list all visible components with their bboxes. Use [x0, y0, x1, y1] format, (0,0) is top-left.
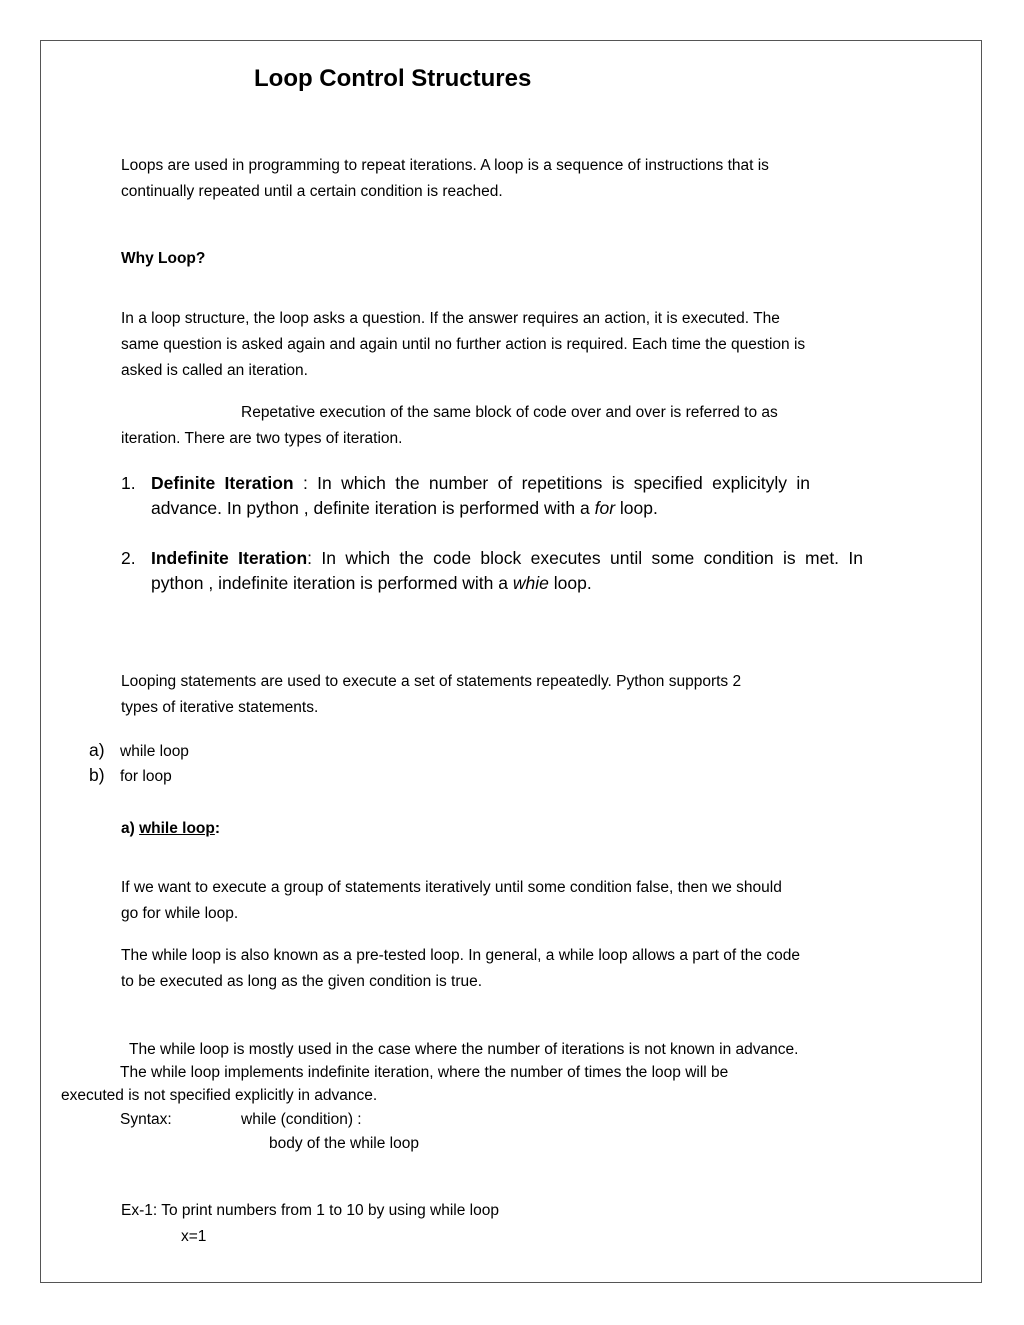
definite-iteration-line-2	[151, 496, 658, 521]
syntax-line-2: body of the while loop	[269, 1135, 419, 1152]
repetition-line-1: Repetative execution of the same block of code over and over is referred to as	[241, 404, 778, 421]
list-marker: a)	[89, 740, 105, 760]
repetition-line-2: iteration. There are two types of iteration.	[121, 430, 403, 447]
example-code-line-1: x=1	[181, 1228, 207, 1245]
while-loop-heading	[121, 816, 220, 842]
why-loop-heading: Why Loop?	[121, 250, 206, 267]
page-title: Loop Control Structures	[254, 65, 532, 92]
indefinite-iteration-term: Indefinite Iteration	[151, 548, 308, 568]
indefinite-iteration-desc: : In which the code block executes until some condition is met. In	[307, 548, 863, 568]
while-para3-line-3: executed is not specified explicitly in advance.	[61, 1087, 378, 1104]
definite-iteration-term: Definite Iteration	[151, 473, 294, 493]
indefinite-iteration-line-1	[151, 546, 863, 571]
definite-iteration-desc: : In which the number of repetitions is specified explicityly in	[293, 473, 810, 493]
list-number: 1.	[121, 473, 136, 493]
list-number: 2.	[121, 548, 136, 568]
looping-line-1: Looping statements are used to execute a set of statements repeatedly. Python supports 2	[121, 673, 742, 690]
list-item-while-loop: while loop	[120, 743, 189, 760]
while-para2-line-1: The while loop is also known as a pre-tested loop. In general, a while loop allows a part of the code	[121, 947, 800, 964]
while-heading-prefix: a)	[121, 820, 140, 837]
why-para-line-1: In a loop structure, the loop asks a question. If the answer requires an action, it is executed. The	[121, 310, 780, 327]
example-title: Ex-1: To print numbers from 1 to 10 by using while loop	[121, 1202, 499, 1219]
definite-iteration-desc-2: advance. In python , definite iteration is performed with a	[151, 498, 595, 518]
syntax-label: Syntax:	[120, 1111, 172, 1128]
while-heading-text: while loop	[139, 820, 215, 837]
indefinite-iteration-desc-2: python , indefinite iteration is performed with a	[151, 573, 513, 593]
definite-iteration-end: loop.	[615, 498, 658, 518]
definite-iteration-line-1	[151, 471, 810, 496]
indefinite-iteration-end: loop.	[548, 573, 592, 593]
while-para3-line-1: The while loop is mostly used in the case where the number of iterations is not known in advance.	[129, 1041, 799, 1058]
syntax-line-1: while (condition) :	[241, 1111, 362, 1128]
list-item-for-loop: for loop	[120, 768, 172, 785]
while-heading-suffix: :	[214, 820, 221, 837]
intro-line-1: Loops are used in programming to repeat iterations. A loop is a sequence of instructions that is	[121, 157, 769, 174]
why-para-line-3: asked is called an iteration.	[121, 362, 308, 379]
while-para3-line-2: The while loop implements indefinite iteration, where the number of times the loop will be	[120, 1064, 729, 1081]
list-marker: b)	[89, 765, 105, 785]
whie-keyword: whie	[512, 573, 549, 593]
while-para2-line-2: to be executed as long as the given condition is true.	[121, 973, 483, 990]
while-para1-line-2: go for while loop.	[121, 905, 239, 922]
for-keyword: for	[594, 498, 616, 518]
why-para-line-2: same question is asked again and again until no further action is required. Each time the question is	[121, 336, 806, 353]
intro-line-2: continually repeated until a certain condition is reached.	[121, 183, 503, 200]
looping-line-2: types of iterative statements.	[121, 699, 319, 716]
while-para1-line-1: If we want to execute a group of statements iteratively until some condition false, then we should	[121, 879, 782, 896]
indefinite-iteration-line-2	[151, 571, 592, 596]
